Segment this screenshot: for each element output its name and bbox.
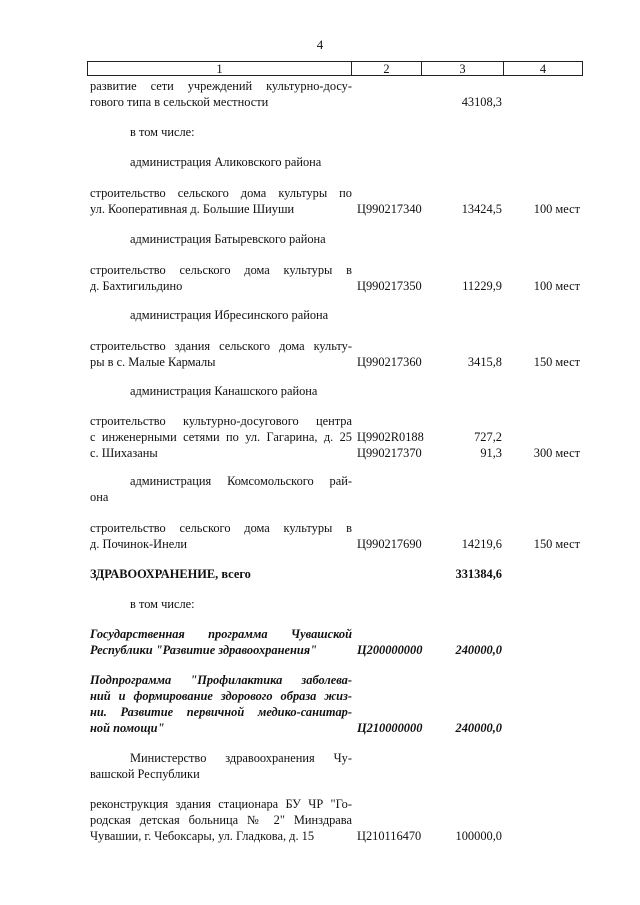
row-code: Ц210116470	[357, 829, 422, 843]
row-text: администрация Комсомольского рай-	[130, 474, 352, 488]
row-sum: 727,2	[474, 430, 502, 444]
row-capacity: 300 мест	[533, 446, 580, 460]
row-code: Ц990217350	[357, 279, 422, 293]
row-sum: 14219,6	[461, 537, 502, 551]
column-header-1: 1	[87, 61, 351, 76]
row-sum: 13424,5	[461, 202, 502, 216]
row-capacity: 150 мест	[533, 537, 580, 551]
table-header-row	[87, 61, 583, 77]
row-sum: 240000,0	[455, 721, 502, 735]
row-text: администрация Ибресинского района	[130, 308, 329, 322]
row-sum: 43108,3	[461, 95, 502, 109]
section-heading: ЗДРАВООХРАНЕНИЕ, всего	[90, 567, 251, 581]
row-text: строительство здания сельского дома культу-	[90, 339, 352, 353]
row-text: в том числе:	[130, 125, 195, 139]
column-header-4: 4	[503, 61, 583, 76]
row-code: Ц200000000	[357, 643, 423, 657]
row-code: Ц990217690	[357, 537, 422, 551]
row-text: она	[90, 490, 109, 504]
row-code: Ц990217370	[357, 446, 422, 460]
row-code: Ц210000000	[357, 721, 423, 735]
row-sum: 240000,0	[455, 643, 502, 657]
row-text: вашской Республики	[90, 767, 200, 781]
row-text: строительство культурно-досугового центра	[90, 414, 352, 428]
row-sum: 91,3	[480, 446, 502, 460]
row-code: Ц9902R0188	[357, 430, 424, 444]
row-text: развитие сети учреждений культурно-досу-	[90, 79, 352, 93]
row-sum: 100000,0	[455, 829, 502, 843]
row-text: в том числе:	[130, 597, 195, 611]
row-text: реконструкция здания стационара БУ ЧР "Го-	[90, 797, 352, 811]
row-text: строительство сельского дома культуры в	[90, 521, 352, 535]
row-text: администрация Аликовского района	[130, 155, 322, 169]
row-text: строительство сельского дома культуры в	[90, 263, 352, 277]
program-title: Республики "Развитие здравоохранения"	[90, 643, 318, 657]
row-text: ул. Кооперативная д. Большие Шиуши	[90, 202, 295, 216]
subprogram-title: ний и формирование здорового образа жиз-	[90, 689, 352, 703]
row-capacity: 150 мест	[533, 355, 580, 369]
row-text: с. Шихазаны	[90, 446, 158, 460]
page-number: 4	[316, 37, 324, 52]
row-text: гового типа в сельской местности	[90, 95, 269, 109]
row-code: Ц990217340	[357, 202, 422, 216]
row-text: ры в с. Малые Кармалы	[90, 355, 216, 369]
program-title: Государственная программа Чувашской	[90, 627, 352, 641]
row-sum: 331384,6	[455, 567, 502, 581]
column-header-3: 3	[421, 61, 503, 76]
subprogram-title: ни. Развитие первичной медико-санитар-	[90, 705, 352, 719]
row-sum: 3415,8	[467, 355, 502, 369]
row-capacity: 100 мест	[533, 202, 580, 216]
row-sum: 11229,9	[462, 279, 502, 293]
row-text: д. Бахтигильдино	[90, 279, 183, 293]
row-text: с инженерными сетями по ул. Гагарина, д. 25	[90, 430, 352, 444]
row-code: Ц990217360	[357, 355, 422, 369]
column-header-2: 2	[351, 61, 421, 76]
row-capacity: 100 мест	[533, 279, 580, 293]
row-text: администрация Батыревского района	[130, 232, 326, 246]
row-text: д. Починок-Инели	[90, 537, 188, 551]
row-text: администрация Канашского района	[130, 384, 318, 398]
row-text: строительство сельского дома культуры по	[90, 186, 352, 200]
row-text: Чувашии, г. Чебоксары, ул. Гладкова, д. 15	[90, 829, 315, 843]
row-text: Министерство здравоохранения Чу-	[130, 751, 352, 765]
row-text: родская детская больница № 2" Минздрава	[90, 813, 352, 827]
subprogram-title: Подпрограмма "Профилактика заболева-	[90, 673, 352, 687]
subprogram-title: ной помощи"	[90, 721, 165, 735]
